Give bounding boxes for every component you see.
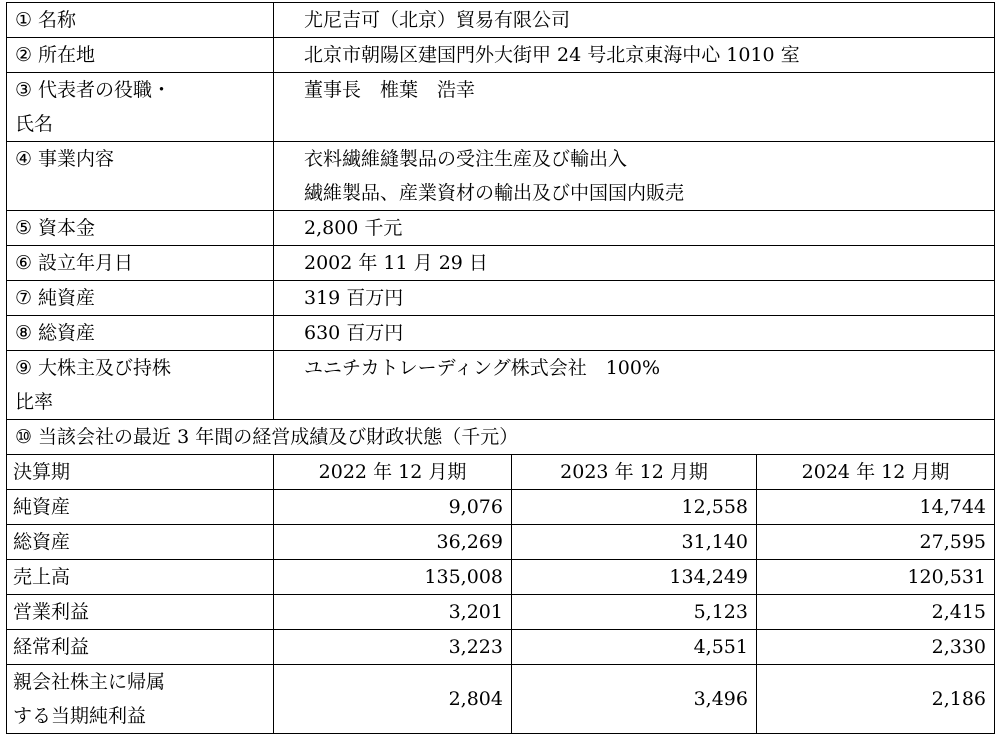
info-label-text: 事業内容 — [38, 148, 115, 170]
metric-value: 3,223 — [448, 636, 503, 658]
metric-label-cell — [7, 665, 274, 734]
info-value-line: 北京市朝陽区建国門外大街甲 24 号北京東海中心 1010 室 — [304, 44, 800, 66]
metric-value-cell — [274, 665, 512, 734]
info-label-cell — [7, 316, 274, 351]
metric-value-cell — [757, 560, 995, 595]
metric-value: 9,076 — [448, 496, 503, 518]
info-label-line — [15, 142, 273, 176]
metric-value: 3,496 — [693, 688, 748, 710]
info-label-cell — [7, 281, 274, 316]
info-label-line — [15, 281, 273, 315]
metric-value: 31,140 — [681, 531, 748, 553]
info-label-line — [15, 3, 273, 37]
metric-value-cell — [274, 560, 512, 595]
financials-row — [7, 525, 995, 560]
info-row — [7, 73, 995, 142]
info-row — [7, 246, 995, 281]
metric-value: 27,595 — [919, 531, 987, 553]
metric-value: 134,249 — [669, 566, 748, 588]
info-value-cell — [274, 246, 995, 281]
metric-label-cell — [7, 560, 274, 595]
metric-value-cell — [757, 630, 995, 665]
info-label-line — [15, 246, 273, 280]
metric-label-cell — [7, 595, 274, 630]
info-value-line: 2,800 千元 — [304, 217, 403, 239]
info-value-line: 630 百万円 — [304, 322, 404, 344]
metric-value: 2,415 — [931, 601, 987, 623]
metric-value-cell — [274, 630, 512, 665]
column-header-period — [7, 455, 274, 490]
item-number: ③ — [15, 79, 33, 101]
info-value-line: 尤尼吉可（北京）貿易有限公司 — [304, 9, 571, 31]
info-value-line: 2002 年 11 月 29 日 — [304, 252, 488, 274]
metric-label-line: する当期純利益 — [13, 705, 147, 727]
metric-value-cell — [512, 490, 757, 525]
info-value-cell — [274, 38, 995, 73]
financials-row — [7, 630, 995, 665]
info-label-line — [15, 73, 273, 107]
info-value-line: 繊維製品、産業資材の輸出及び中国国内販売 — [304, 182, 685, 204]
metric-value: 2,804 — [448, 688, 503, 710]
metric-label-cell — [7, 490, 274, 525]
info-label-text: 比率 — [15, 391, 54, 413]
metric-value: 2,186 — [931, 688, 987, 710]
info-label-line — [15, 38, 273, 72]
financials-title — [7, 420, 995, 455]
item-number: ⑨ — [15, 357, 33, 379]
item-number: ① — [15, 9, 33, 31]
info-label-cell — [7, 3, 274, 38]
info-label-text: 代表者の役職・ — [38, 79, 172, 101]
financials-row — [7, 490, 995, 525]
info-label-text: 所在地 — [38, 44, 96, 66]
info-row — [7, 316, 995, 351]
info-value-cell — [274, 211, 995, 246]
metric-value-cell — [512, 560, 757, 595]
info-row — [7, 281, 995, 316]
metric-value-cell — [757, 595, 995, 630]
header-text: 2024 年 12 月期 — [801, 461, 950, 483]
metric-label-cell — [7, 630, 274, 665]
info-label-line — [15, 351, 273, 385]
info-value-cell — [274, 73, 995, 142]
info-label-text: 大株主及び持株 — [38, 357, 172, 379]
metric-value-cell — [757, 490, 995, 525]
info-label-cell — [7, 211, 274, 246]
info-label-cell — [7, 73, 274, 142]
metric-value: 120,531 — [907, 566, 987, 588]
header-text: 決算期 — [13, 461, 71, 483]
info-value-cell — [274, 3, 995, 38]
column-header-year — [757, 455, 995, 490]
metric-label-cell — [7, 525, 274, 560]
metric-label-line: 売上高 — [13, 566, 71, 588]
header-text: 2022 年 12 月期 — [318, 461, 467, 483]
financials-row — [7, 595, 995, 630]
info-label-line — [15, 107, 273, 141]
financials-title-row — [7, 420, 995, 455]
info-value-cell — [274, 281, 995, 316]
metric-label-line: 経常利益 — [13, 636, 90, 658]
metric-label-line: 親会社株主に帰属 — [13, 671, 166, 693]
item-number: ⑤ — [15, 217, 33, 239]
item-number: ② — [15, 44, 33, 66]
info-label-line — [15, 385, 273, 419]
item-number: ⑥ — [15, 252, 33, 274]
metric-value-cell — [274, 525, 512, 560]
metric-value: 135,008 — [424, 566, 503, 588]
info-value-cell — [274, 316, 995, 351]
metric-value-cell — [274, 595, 512, 630]
metric-value: 14,744 — [919, 496, 987, 518]
info-row — [7, 3, 995, 38]
metric-value: 12,558 — [681, 496, 748, 518]
metric-label-line: 営業利益 — [13, 601, 90, 623]
info-label-cell — [7, 142, 274, 211]
metric-value-cell — [757, 665, 995, 734]
metric-value: 36,269 — [436, 531, 503, 553]
info-label-line — [15, 316, 273, 350]
metric-label-line: 総資産 — [13, 531, 71, 553]
info-row — [7, 211, 995, 246]
info-label-text: 総資産 — [38, 322, 96, 344]
financials-header-row — [7, 455, 995, 490]
info-label-cell — [7, 351, 274, 420]
item-number: ④ — [15, 148, 33, 170]
info-value-cell — [274, 142, 995, 211]
company-overview-body — [7, 3, 995, 734]
info-label-text: 純資産 — [38, 287, 96, 309]
financials-title-text: 当該会社の最近 3 年間の経営成績及び財政状態（千元） — [38, 426, 519, 448]
item-number: ⑧ — [15, 322, 33, 344]
info-label-text: 設立年月日 — [38, 252, 134, 274]
info-value-cell — [274, 351, 995, 420]
financials-row — [7, 560, 995, 595]
info-row — [7, 142, 995, 211]
metric-label-line: 純資産 — [13, 496, 71, 518]
financials-row — [7, 665, 995, 734]
metric-value-cell — [512, 595, 757, 630]
metric-value-cell — [274, 490, 512, 525]
metric-value: 4,551 — [693, 636, 748, 658]
info-label-text: 名称 — [38, 9, 77, 31]
metric-value-cell — [512, 665, 757, 734]
info-label-cell — [7, 246, 274, 281]
header-text: 2023 年 12 月期 — [560, 461, 708, 483]
item-number: ⑩ — [15, 426, 33, 448]
metric-value: 5,123 — [693, 601, 748, 623]
column-header-year — [274, 455, 512, 490]
info-label-cell — [7, 38, 274, 73]
column-header-year — [512, 455, 757, 490]
metric-value-cell — [512, 630, 757, 665]
metric-value-cell — [512, 525, 757, 560]
metric-value: 3,201 — [448, 601, 503, 623]
info-value-line: 董事長 椎葉 浩幸 — [304, 79, 476, 101]
info-value-line: 319 百万円 — [304, 287, 404, 309]
info-value-line: 衣料繊維縫製品の受注生産及び輸出入 — [304, 148, 628, 170]
info-label-text: 氏名 — [15, 113, 54, 135]
item-number: ⑦ — [15, 287, 33, 309]
info-row — [7, 38, 995, 73]
metric-value-cell — [757, 525, 995, 560]
info-label-text: 資本金 — [38, 217, 96, 239]
info-value-line: ユニチカトレーディング株式会社 100% — [304, 357, 661, 379]
company-overview-table — [6, 2, 995, 734]
info-label-line — [15, 211, 273, 245]
metric-value: 2,330 — [931, 636, 987, 658]
info-row — [7, 351, 995, 420]
